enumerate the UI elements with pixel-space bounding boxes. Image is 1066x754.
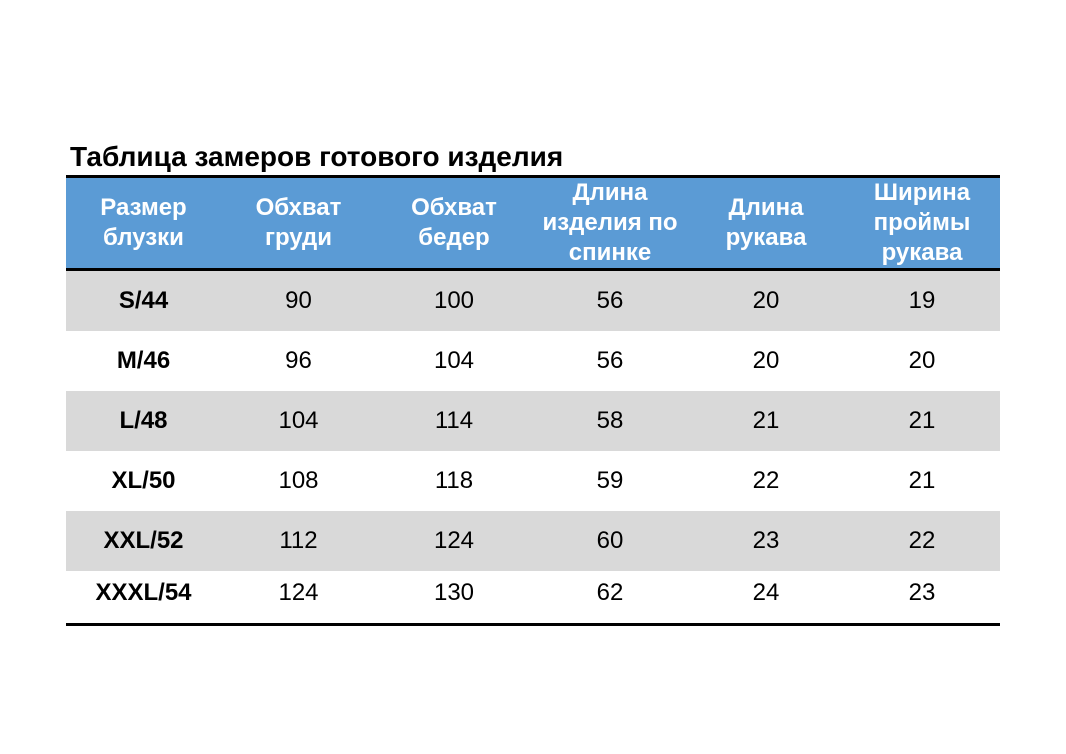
size-cell: S/44 — [66, 270, 221, 332]
chest-cell: 90 — [221, 270, 376, 332]
back-length-cell: 62 — [532, 571, 688, 625]
size-cell: XL/50 — [111, 467, 176, 494]
table-row — [66, 451, 1000, 511]
hips-cell: 118 — [434, 467, 474, 494]
sleeve-length-cell: 24 — [688, 571, 844, 625]
back-length-cell: 58 — [532, 391, 688, 451]
back-length-cell: 56 — [596, 347, 624, 374]
hips-cell: 100 — [376, 270, 532, 332]
header-sleeve-length: Длина рукава — [688, 177, 844, 270]
table-row — [66, 391, 1000, 451]
header-row — [66, 177, 1000, 270]
size-cell: XXXL/54 — [66, 571, 221, 625]
sleeve-length-cell: 21 — [688, 391, 844, 451]
sleeve-length-cell: 23 — [688, 511, 844, 571]
sleeve-length-cell: 22 — [752, 467, 780, 494]
table-row — [66, 270, 1000, 332]
armhole-width-cell: 22 — [844, 511, 1000, 571]
armhole-width-cell: 23 — [844, 571, 1000, 625]
back-length-cell: 59 — [596, 467, 624, 494]
size-cell: XXL/52 — [66, 511, 221, 571]
header-armhole-width: Ширина проймы рукава — [844, 177, 1000, 270]
chest-cell: 108 — [278, 467, 319, 494]
header-size: Размер блузки — [66, 177, 221, 270]
chest-cell: 112 — [221, 511, 376, 571]
size-cell: L/48 — [66, 391, 221, 451]
table-row — [66, 511, 1000, 571]
size-cell: M/46 — [116, 347, 171, 374]
sleeve-length-cell: 20 — [752, 347, 780, 374]
hips-cell: 114 — [376, 391, 532, 451]
hips-cell: 104 — [433, 347, 475, 374]
armhole-width-cell: 21 — [844, 391, 1000, 451]
header-chest: Обхват груди — [221, 177, 376, 270]
table-title: Таблица замеров готового изделия — [70, 141, 564, 172]
table-row — [66, 571, 1000, 625]
chest-cell: 124 — [221, 571, 376, 625]
table-body — [66, 270, 1000, 625]
armhole-width-cell: 21 — [908, 467, 936, 494]
back-length-cell: 60 — [532, 511, 688, 571]
hips-cell: 130 — [376, 571, 532, 625]
armhole-width-cell: 19 — [844, 270, 1000, 332]
header-back-length: Длина изделия по спинке — [532, 177, 688, 270]
back-length-cell: 56 — [532, 270, 688, 332]
chest-cell: 96 — [285, 347, 312, 374]
armhole-width-cell: 20 — [908, 347, 936, 374]
header-hips: Обхват бедер — [376, 177, 532, 270]
chest-cell: 104 — [221, 391, 376, 451]
table-row — [66, 331, 1000, 391]
hips-cell: 124 — [376, 511, 532, 571]
table-header — [66, 177, 1000, 270]
sleeve-length-cell: 20 — [688, 270, 844, 332]
size-table — [66, 175, 1000, 626]
